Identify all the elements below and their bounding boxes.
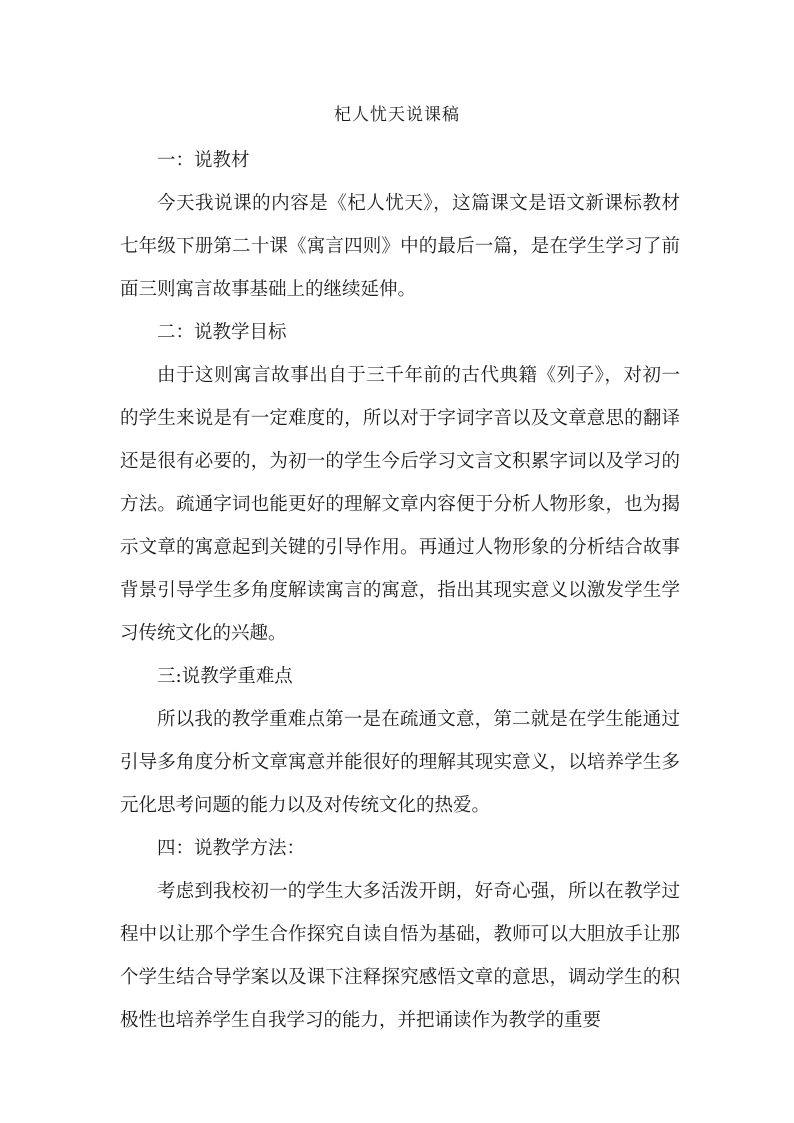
section-paragraph-key-points: 所以我的教学重难点第一是在疏通文意，第二就是在学生能通过引导多角度分析文章寓意并能很好的理解其现实意义，以培养学生多元化思考问题的能力以及对传统文化的热爱。 (120, 709, 680, 816)
section-paragraph-objectives: 由于这则寓言故事出自于三千年前的古代典籍《列子》，对初一的学生来说是有一定难度的，所以对于字词字音以及文章意思的翻译还是很有必要的，为初一的学生今后学习文言文积累字词以及学习的方法。疏通字词也能更好的理解文章内容便于分析人物形象，也为揭示文章的寓意起到关键的引导作用。再通过人物形象的分析结合故事背景引导学生多角度解读寓言的寓意，指出其现实意义以激发学生学习传统文化的兴趣。 (120, 365, 680, 644)
document-body (120, 139, 680, 1042)
section-paragraph-textbook: 今天我说课的内容是《杞人忧天》，这篇课文是语文新课标教材七年级下册第二十课《寓言四则》中的最后一篇，是在学生学习了前面三则寓言故事基础上的继续延伸。 (120, 193, 680, 300)
section-heading-key-points: 三:说教学重难点 (157, 666, 293, 687)
document-title: 杞人忧天说课稿 (334, 105, 460, 125)
section-heading-methods: 四：说教学方法： (157, 838, 306, 859)
section-heading-textbook: 一：说教材 (157, 150, 250, 171)
section-paragraph-methods: 考虑到我校初一的学生大多活泼开朗，好奇心强，所以在教学过程中以让那个学生合作探究自读自悟为基础，教师可以大胆放手让那个学生结合导学案以及课下注释探究感悟文章的意思，调动学生的积极性也培养学生自我学习的能力，并把诵读作为教学的重要 (120, 881, 680, 1031)
section-heading-objectives: 二：说教学目标 (157, 322, 287, 343)
